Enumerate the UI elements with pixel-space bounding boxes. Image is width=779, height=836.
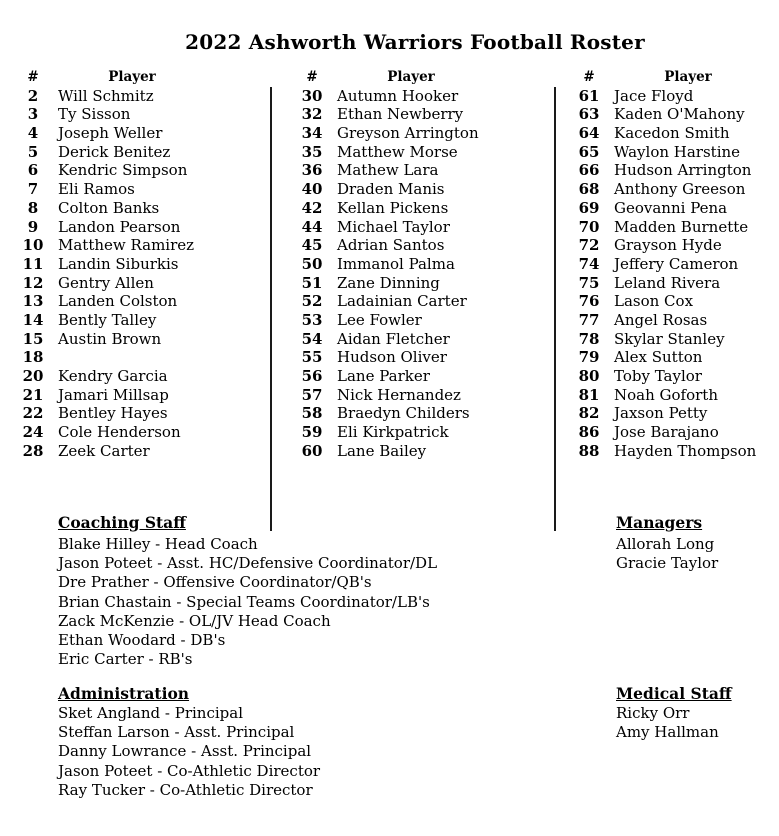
staff-entry: Ray Tucker - Co-Athletic Director — [58, 780, 313, 799]
roster-row — [18, 105, 258, 124]
player-number: 22 — [22, 404, 44, 423]
roster-row — [297, 199, 537, 218]
roster-row — [18, 236, 258, 255]
player-name: Matthew Morse — [337, 142, 458, 161]
roster-row — [297, 236, 537, 255]
player-column-header: Player — [664, 69, 712, 85]
player-name: Jace Floyd — [614, 86, 694, 105]
roster-rows — [18, 87, 258, 461]
player-number: 7 — [27, 180, 39, 199]
roster-column-3 — [574, 68, 779, 460]
player-number: 52 — [301, 292, 323, 311]
roster-row — [18, 87, 258, 106]
player-name: Zeek Carter — [58, 441, 150, 460]
roster-row — [574, 87, 779, 106]
roster-row — [18, 311, 258, 330]
roster-row — [574, 292, 779, 311]
player-number: 9 — [27, 217, 39, 236]
number-column-header: # — [583, 69, 595, 85]
roster-row — [297, 180, 537, 199]
roster-header-row — [574, 68, 779, 87]
player-number: 64 — [578, 124, 600, 143]
player-name: Noah Goforth — [614, 385, 718, 404]
roster-row — [297, 143, 537, 162]
roster-row — [18, 442, 258, 461]
player-number: 86 — [578, 423, 600, 442]
player-name: Kendry Garcia — [58, 367, 168, 385]
roster-row — [297, 87, 537, 106]
player-number: 3 — [27, 105, 39, 124]
player-name: Gentry Allen — [58, 273, 154, 292]
staff-entry: Allorah Long — [616, 535, 715, 553]
roster-row — [574, 124, 779, 143]
player-name: Grayson Hyde — [614, 236, 722, 255]
roster-row — [18, 386, 258, 405]
player-number: 12 — [22, 273, 44, 292]
player-number: 18 — [22, 348, 44, 367]
player-name: Lane Bailey — [337, 441, 427, 460]
number-column-header: # — [27, 69, 39, 85]
player-number: 80 — [578, 367, 600, 385]
administration-list — [58, 704, 320, 800]
column-divider-line — [554, 87, 556, 531]
coaching-staff-list — [58, 535, 437, 669]
roster-row — [574, 367, 779, 386]
player-number: 53 — [301, 310, 323, 329]
managers-list — [616, 535, 718, 573]
roster-row — [297, 311, 537, 330]
roster-row — [18, 367, 258, 386]
roster-row — [297, 348, 537, 367]
player-name: Hudson Oliver — [337, 348, 447, 367]
player-number: 55 — [301, 348, 323, 367]
player-number: 74 — [578, 254, 600, 273]
roster-row — [18, 199, 258, 218]
staff-entry: Eric Carter - RB's — [58, 650, 193, 669]
roster-row — [18, 274, 258, 293]
player-number: 77 — [578, 310, 600, 329]
roster-row — [574, 330, 779, 349]
roster-row — [574, 105, 779, 124]
roster-row — [297, 255, 537, 274]
player-name: Aidan Fletcher — [337, 329, 450, 348]
player-number: 82 — [578, 404, 600, 423]
player-number: 15 — [22, 329, 44, 348]
roster-header-row — [297, 68, 537, 87]
roster-row — [18, 404, 258, 423]
roster-row — [18, 124, 258, 143]
player-name: Lee Fowler — [337, 310, 422, 329]
roster-row — [574, 348, 779, 367]
roster-row — [574, 423, 779, 442]
player-name: Greyson Arrington — [337, 124, 479, 143]
player-number: 40 — [301, 180, 323, 199]
roster-row — [574, 236, 779, 255]
player-name: Cole Henderson — [58, 423, 181, 442]
player-number: 21 — [22, 385, 44, 404]
player-name: Joseph Weller — [58, 124, 163, 143]
player-name: Immanol Palma — [337, 254, 455, 273]
player-name: Adrian Santos — [337, 236, 445, 255]
player-name: Skylar Stanley — [614, 329, 725, 348]
player-name: Michael Taylor — [337, 217, 450, 236]
roster-row — [297, 423, 537, 442]
player-number: 13 — [22, 292, 44, 311]
roster-column-2 — [297, 68, 537, 460]
player-name: Eli Kirkpatrick — [337, 423, 449, 442]
player-number: 54 — [301, 329, 323, 348]
player-name: Madden Burnette — [614, 217, 749, 236]
player-name: Will Schmitz — [58, 86, 154, 105]
player-number: 68 — [578, 180, 600, 199]
roster-row — [297, 105, 537, 124]
player-number: 34 — [301, 124, 323, 143]
roster-row — [18, 330, 258, 349]
medical-staff-list — [616, 704, 719, 742]
managers-heading: Managers — [616, 513, 703, 532]
coaching-staff-heading: Coaching Staff — [58, 513, 186, 532]
player-number: 2 — [27, 86, 39, 105]
player-name: Leland Rivera — [614, 273, 721, 292]
roster-row — [574, 218, 779, 237]
player-number: 8 — [27, 198, 39, 217]
player-number: 61 — [578, 86, 600, 105]
staff-entry: Amy Hallman — [616, 723, 719, 742]
roster-row — [297, 274, 537, 293]
player-name: Anthony Greeson — [614, 180, 746, 199]
player-number: 14 — [22, 310, 44, 329]
player-name: Braedyn Childers — [337, 404, 470, 423]
player-name: Ty Sisson — [58, 105, 131, 124]
player-number: 50 — [301, 254, 323, 273]
roster-row — [18, 423, 258, 442]
player-number: 79 — [578, 348, 600, 367]
player-name: Jaxson Petty — [614, 404, 708, 423]
player-name: Hayden Thompson — [614, 441, 757, 460]
roster-row — [297, 386, 537, 405]
roster-row — [574, 255, 779, 274]
roster-rows — [297, 87, 537, 461]
roster-row — [574, 161, 779, 180]
staff-entry: Gracie Taylor — [616, 554, 719, 573]
roster-column-1 — [18, 68, 258, 460]
player-name: Bently Talley — [58, 310, 157, 329]
roster-row — [574, 143, 779, 162]
staff-entry: Dre Prather - Offensive Coordinator/QB's — [58, 573, 372, 592]
player-name: Draden Manis — [337, 180, 445, 199]
roster-row — [574, 386, 779, 405]
player-name: Jamari Millsap — [58, 385, 169, 404]
player-name: Autumn Hooker — [337, 86, 459, 105]
roster-row — [297, 218, 537, 237]
staff-entry: Zack McKenzie - OL/JV Head Coach — [58, 611, 331, 630]
medical-staff-heading: Medical Staff — [616, 684, 732, 703]
player-number: 78 — [578, 329, 600, 348]
player-name: Ladainian Carter — [337, 292, 467, 311]
player-number: 59 — [301, 423, 323, 442]
player-number: 56 — [301, 367, 323, 385]
player-number: 45 — [301, 236, 323, 255]
player-name: Colton Banks — [58, 198, 160, 217]
roster-header-row — [18, 68, 258, 87]
roster-row — [574, 404, 779, 423]
player-number: 36 — [301, 161, 323, 180]
administration-heading: Administration — [58, 684, 190, 703]
roster-row — [297, 442, 537, 461]
staff-entry: Jason Poteet - Asst. HC/Defensive Coordinator/DL — [58, 554, 438, 573]
player-name: Nick Hernandez — [337, 385, 461, 404]
player-name: Matthew Ramirez — [58, 236, 195, 255]
player-number: 32 — [301, 105, 323, 124]
roster-row — [18, 218, 258, 237]
player-number: 63 — [578, 105, 600, 124]
player-name: Jeffery Cameron — [614, 254, 739, 273]
player-number: 20 — [22, 367, 44, 385]
page-title: 2022 Ashworth Warriors Football Roster — [185, 30, 645, 54]
player-name: Mathew Lara — [337, 161, 439, 180]
player-number: 76 — [578, 292, 600, 311]
roster-row — [297, 292, 537, 311]
player-number: 65 — [578, 142, 600, 161]
roster-row — [297, 161, 537, 180]
player-name: Landin Siburkis — [58, 254, 179, 273]
player-name: Kaden O'Mahony — [614, 105, 745, 124]
player-number: 81 — [578, 385, 600, 404]
player-number: 70 — [578, 217, 600, 236]
player-name: Lason Cox — [614, 292, 694, 311]
player-name: Austin Brown — [58, 329, 162, 348]
roster-row — [574, 199, 779, 218]
player-name: Landen Colston — [58, 292, 178, 311]
staff-entry: Ricky Orr — [616, 704, 690, 722]
player-number: 57 — [301, 385, 323, 404]
player-name: Alex Sutton — [614, 348, 703, 367]
player-number: 72 — [578, 236, 600, 255]
staff-entry: Ethan Woodard - DB's — [58, 630, 226, 649]
player-number: 88 — [578, 441, 600, 460]
roster-row — [574, 180, 779, 199]
player-name: Kacedon Smith — [614, 124, 730, 143]
roster-row — [18, 161, 258, 180]
roster-row — [574, 311, 779, 330]
player-name: Toby Taylor — [614, 367, 702, 385]
player-number: 44 — [301, 217, 323, 236]
player-number: 51 — [301, 273, 323, 292]
player-number: 42 — [301, 198, 323, 217]
player-number: 6 — [27, 161, 39, 180]
player-number: 58 — [301, 404, 323, 423]
player-name: Bentley Hayes — [58, 404, 168, 423]
roster-row — [297, 330, 537, 349]
player-name: Eli Ramos — [58, 180, 135, 199]
player-number: 35 — [301, 142, 323, 161]
player-number: 28 — [22, 441, 44, 460]
player-name: Geovanni Pena — [614, 198, 728, 217]
roster-row — [297, 367, 537, 386]
roster-row — [18, 143, 258, 162]
player-name: Kellan Pickens — [337, 198, 449, 217]
player-name: Hudson Arrington — [614, 161, 752, 180]
player-number: 11 — [22, 254, 44, 273]
player-number: 10 — [22, 236, 44, 255]
staff-entry: Sket Angland - Principal — [58, 704, 244, 722]
player-name: Zane Dinning — [337, 273, 440, 292]
player-name: Landon Pearson — [58, 217, 181, 236]
roster-row — [297, 404, 537, 423]
staff-entry: Blake Hilley - Head Coach — [58, 535, 258, 553]
roster-row — [18, 180, 258, 199]
roster-row — [297, 124, 537, 143]
staff-entry: Brian Chastain - Special Teams Coordinator/LB's — [58, 592, 430, 611]
player-number: 30 — [301, 86, 323, 105]
player-number: 5 — [27, 142, 39, 161]
roster-row — [18, 292, 258, 311]
roster-row — [574, 274, 779, 293]
player-name: Derick Benitez — [58, 142, 171, 161]
player-number: 60 — [301, 441, 323, 460]
roster-row — [18, 348, 258, 367]
staff-entry: Steffan Larson - Asst. Principal — [58, 723, 295, 742]
roster-row — [574, 442, 779, 461]
player-name: Lane Parker — [337, 367, 430, 385]
player-name: Kendric Simpson — [58, 161, 188, 180]
roster-row — [18, 255, 258, 274]
player-name: Ethan Newberry — [337, 105, 464, 124]
number-column-header: # — [306, 69, 318, 85]
staff-entry: Jason Poteet - Co-Athletic Director — [58, 761, 321, 780]
player-number: 69 — [578, 198, 600, 217]
player-name: Jose Barajano — [614, 423, 719, 442]
roster-rows — [574, 87, 779, 461]
player-number: 75 — [578, 273, 600, 292]
player-number: 24 — [22, 423, 44, 442]
player-column-header: Player — [387, 69, 435, 85]
player-number: 66 — [578, 161, 600, 180]
staff-entry: Danny Lowrance - Asst. Principal — [58, 742, 312, 761]
player-name: Waylon Harstine — [614, 142, 741, 161]
player-number: 4 — [27, 124, 39, 143]
player-name: Angel Rosas — [614, 310, 708, 329]
column-divider-line — [270, 87, 272, 531]
player-column-header: Player — [108, 69, 156, 85]
